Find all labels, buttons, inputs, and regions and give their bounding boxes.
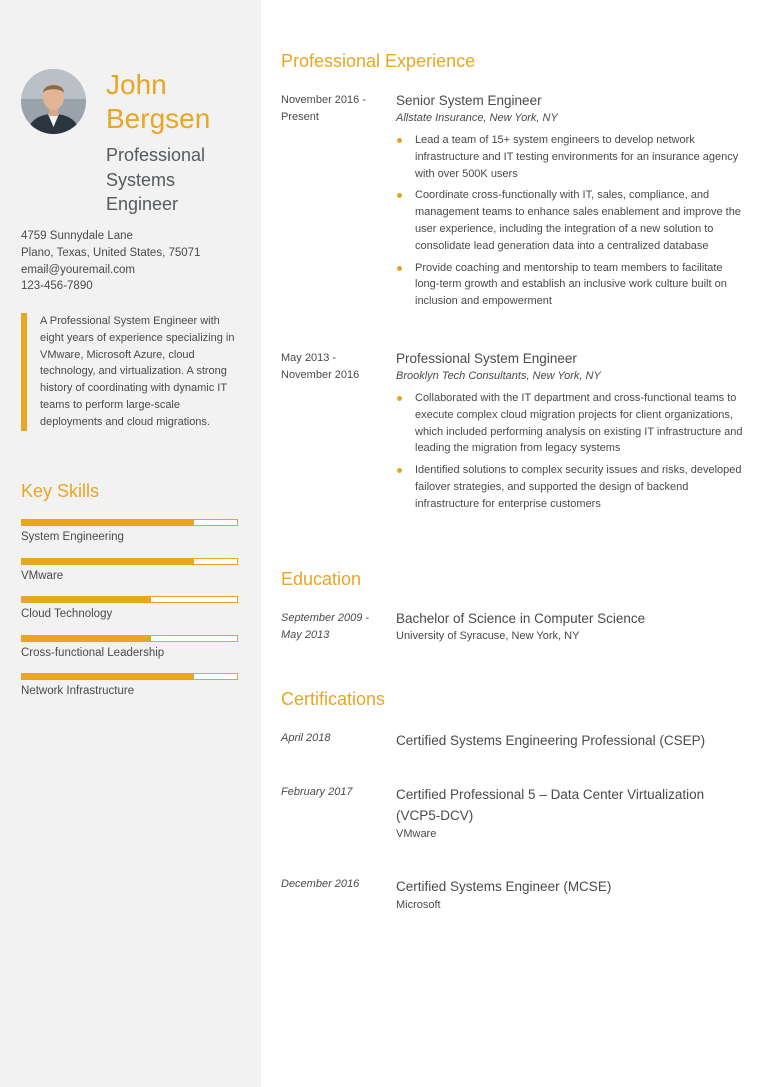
skill-bar	[21, 558, 238, 565]
skill-bar-fill	[22, 674, 194, 679]
address-city: Plano, Texas, United States, 75071	[21, 246, 201, 259]
skill-item	[21, 673, 238, 712]
bullet-text: Provide coaching and mentorship to team members to facilitate long-term growth and establish an inclusive work culture built on inclusion and empowerment	[415, 261, 727, 308]
skill-bar	[21, 673, 238, 680]
skill-label: Cross-functional Leadership	[21, 646, 165, 659]
certification-name: Certified Systems Engineer (MCSE)	[396, 879, 612, 894]
bullet-text: Coordinate cross-functionally with IT, sales, compliance, and management teams to enhance sales enablement and improve the user experience, including the integration of a new solution to consolidate lead generation data into a centralized database	[415, 189, 741, 252]
list-item	[396, 132, 746, 182]
skill-label: Cloud Technology	[21, 608, 113, 620]
bullet-dot-icon	[397, 193, 402, 198]
last-name: Bergsen	[106, 103, 211, 134]
skill-item	[21, 519, 238, 558]
date-line: November 2016	[281, 368, 360, 381]
education-heading: Education	[281, 569, 362, 589]
skill-bar-fill	[22, 520, 194, 525]
certification-date: April 2018	[281, 732, 331, 744]
full-name	[106, 68, 210, 136]
bullet-dot-icon	[397, 266, 402, 271]
certification-name: Certified Professional 5 – Data Center Virtualization (VCP5-DCV)	[396, 787, 705, 823]
experience-dates	[281, 350, 381, 383]
experience-dates	[281, 92, 381, 125]
job-role: Professional System Engineer	[396, 351, 577, 366]
contact-info	[21, 228, 200, 295]
certification-name: Certified Systems Engineering Professional (CSEP)	[396, 733, 706, 748]
job-bullets	[396, 390, 746, 513]
school: University of Syracuse, New York, NY	[396, 630, 580, 642]
sidebar	[0, 0, 261, 1087]
job-role: Senior System Engineer	[396, 93, 542, 108]
list-item	[396, 462, 746, 512]
skill-item	[21, 558, 238, 597]
profile-summary: A Professional System Engineer with eight years of experience specializing in VMware, Microsoft Azure, cloud technology, and virtualization. A strong history of coordinating with dynamic IT teams to perform large-scale deployments and cloud migrations.	[21, 313, 239, 431]
first-name: John	[106, 69, 167, 100]
bullet-text: Identified solutions to complex security issues and risks, developed failover strategies, and supported the design of backend infrastructure for enterprise customers	[415, 464, 742, 510]
job-title-line: Professional	[106, 145, 206, 165]
phone[interactable]: 123-456-7890	[21, 280, 93, 293]
certification-content	[396, 784, 746, 842]
skill-bar-fill	[22, 597, 151, 602]
skill-label: VMware	[21, 569, 64, 582]
date-line: Present	[281, 110, 319, 123]
skill-bar	[21, 596, 238, 603]
certification-content	[396, 730, 746, 751]
list-item	[396, 390, 746, 457]
certification-content	[396, 876, 746, 913]
bullet-dot-icon	[397, 138, 402, 143]
main-content	[261, 0, 768, 1087]
certification-date: December 2016	[281, 878, 360, 890]
skill-item	[21, 635, 238, 674]
bullet-dot-icon	[397, 396, 402, 401]
skill-bar-fill	[22, 559, 194, 564]
date-line: September 2009 -	[281, 612, 370, 624]
list-item	[396, 260, 746, 310]
job-organization: Allstate Insurance, New York, NY	[396, 112, 558, 124]
skills-list	[21, 519, 238, 712]
address-street: 4759 Sunnydale Lane	[21, 230, 133, 242]
list-item	[396, 187, 746, 254]
certification-issuer: Microsoft	[396, 899, 441, 911]
skill-bar-fill	[22, 636, 151, 641]
certification-date: February 2017	[281, 786, 353, 798]
experience-content	[396, 92, 746, 315]
skill-label: Network Infrastructure	[21, 685, 135, 697]
experience-content	[396, 350, 746, 518]
experience-heading: Professional Experience	[281, 51, 476, 71]
degree: Bachelor of Science in Computer Science	[396, 611, 646, 626]
job-organization: Brooklyn Tech Consultants, New York, NY	[396, 370, 601, 382]
skill-bar	[21, 635, 238, 642]
certification-issuer: VMware	[396, 828, 437, 840]
education-content	[396, 610, 746, 644]
job-title-line: Systems	[106, 169, 176, 190]
skill-label: System Engineering	[21, 531, 124, 543]
skills-heading: Key Skills	[21, 481, 100, 501]
avatar	[21, 69, 86, 134]
skill-bar	[21, 519, 238, 526]
certifications-heading: Certifications	[281, 689, 386, 709]
job-title-line: Engineer	[106, 194, 179, 214]
email[interactable]: email@youremail.com	[21, 263, 135, 276]
date-line: November 2016 -	[281, 94, 366, 106]
job-bullets	[396, 132, 746, 310]
date-line: May 2013	[281, 628, 330, 641]
profile-photo-icon	[21, 69, 86, 134]
bullet-dot-icon	[397, 468, 402, 473]
skill-item	[21, 596, 238, 635]
job-title	[106, 143, 256, 217]
bullet-text: Collaborated with the IT department and cross-functional teams to execute complex cloud migration projects for client organizations, which included performing analysis on existing IT infrastructure and leading the migration from legacy systems	[415, 392, 743, 455]
education-dates	[281, 610, 381, 643]
bullet-text: Lead a team of 15+ system engineers to develop network infrastructure and IT testing environments for an insurance agency with over 500K users	[415, 134, 739, 180]
date-line: May 2013 -	[281, 352, 337, 364]
